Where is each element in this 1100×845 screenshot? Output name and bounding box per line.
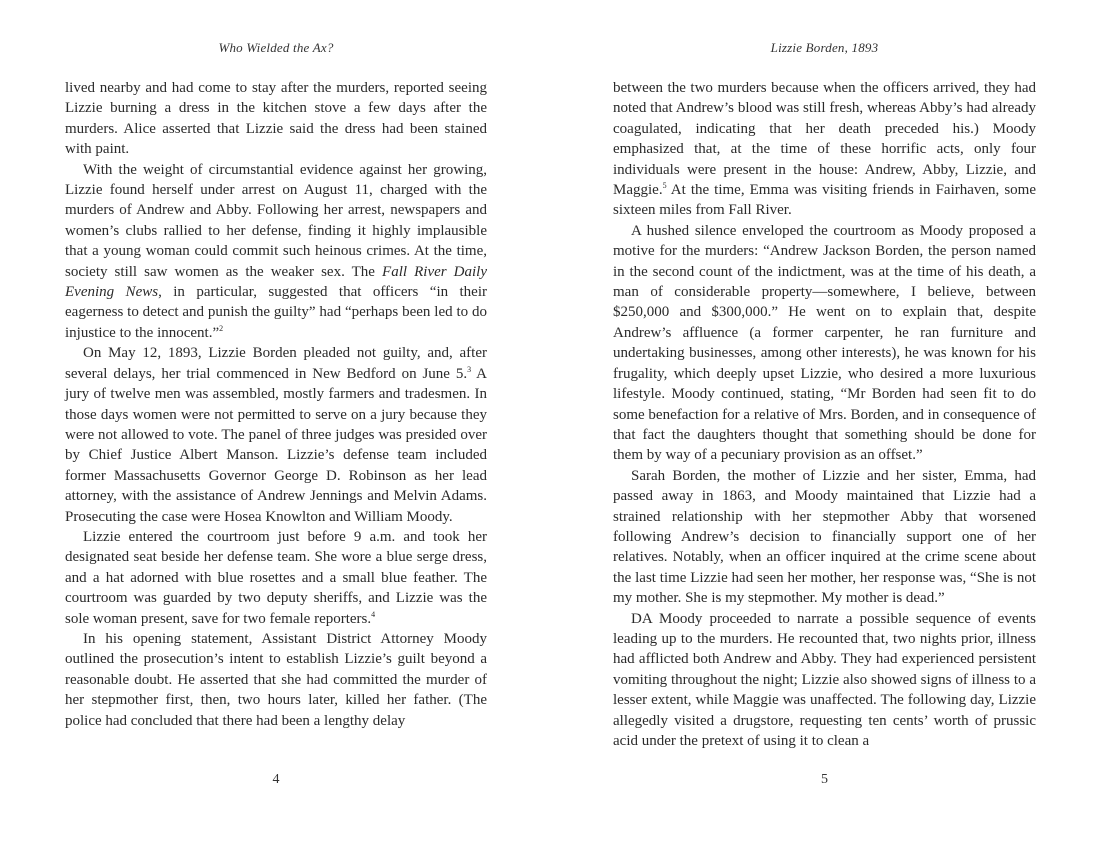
paragraph	[65, 160, 487, 344]
paragraph-text: between the two murders because when the officers arrived, they had noted that Andrew’s blood was still fresh, whereas Abby’s had already coagulated, indicating that her death preceded his.) Moody emphasized that, at the time of these horrific acts, only four individuals were present in the house: Andrew, Abby, Lizzie, and Maggie.	[613, 80, 1036, 199]
paragraph	[65, 629, 487, 731]
paragraph	[613, 609, 1036, 752]
footnote-marker: 4	[371, 609, 376, 619]
paragraph-text: A hushed silence enveloped the courtroom as Moody proposed a motive for the murders: “Andrew Jackson Borden, the person named in the second count of the indictment, was at the time of his death, a man of considerable property—somewhere, I believe, between $250,000 and $300,000.” He went on to explain that, despite Andrew’s affluence (a former carpenter, he ran furniture and undertaking businesses, among other interests), he was known for his frugality, which deeply upset Lizzie, who desired a more luxurious lifestyle. Moody continued, stating, “Mr Borden had seen fit to do some benefaction for a relative of Mrs. Borden, and in consequence of that fact the daughters thought that something should be done for them by way of a pecuniary provision as an offset.”	[613, 222, 1036, 464]
page-number: 4	[272, 772, 280, 787]
footnote-marker: 2	[219, 323, 224, 333]
paragraph	[65, 343, 487, 527]
page-body	[613, 78, 1036, 751]
footnote-marker: 3	[467, 364, 472, 374]
paragraph-text: lived nearby and had come to stay after the murders, reported seeing Lizzie burning a dress in the kitchen stove a few days after the murders. Alice asserted that Lizzie said the dress had been stained with paint.	[65, 80, 487, 158]
right-page	[550, 0, 1100, 845]
paragraph-text: On May 12, 1893, Lizzie Borden pleaded not guilty, and, after several delays, her trial commenced in New Bedford on June 5.	[65, 345, 487, 382]
paragraph	[613, 221, 1036, 466]
paragraph-text: , in particular, suggested that officers “in their eagerness to detect and punish the guilty” had “perhaps been led to do injustice to the innocent.”	[65, 284, 488, 341]
page-body	[65, 78, 487, 731]
paragraph-text: Sarah Borden, the mother of Lizzie and her sister, Emma, had passed away in 1863, and Moody maintained that Lizzie had a strained relationship with her stepmother Abby that worsened following Andrew’s decision to financially support one of her relatives. Notably, when an officer inquired at the crime scene about the last time Lizzie had seen her mother, her response was, “She is not my mother. She is my stepmother. My mother is dead.”	[613, 467, 1036, 607]
paragraph-text: A jury of twelve men was assembled, mostly farmers and tradesmen. In those days women were not permitted to serve on a jury because they were not allowed to vote. The panel of three judges was presided over by Chief Justice Albert Manson. Lizzie’s defense team included former Massachusetts Governor George D. Robinson as her lead attorney, with the assistance of Andrew Jennings and Melvin Adams. Prosecuting the case were Hosea Knowlton and William Moody.	[65, 365, 487, 525]
paragraph-text: With the weight of circumstantial evidence against her growing, Lizzie found herself under arrest on August 11, charged with the murders of Andrew and Abby. Following her arrest, newspapers and women’s clubs rallied to her defense, finding it highly implausible that a young woman could commit such heinous crimes. At the time, society still saw women as the weaker sex. The	[65, 161, 487, 280]
paragraph-text: At the time, Emma was visiting friends in Fairhaven, some sixteen miles from Fall River.	[613, 182, 1036, 219]
page-number: 5	[821, 772, 828, 787]
paragraph-text: DA Moody proceeded to narrate a possible sequence of events leading up to the murders. He recounted that, two nights prior, illness had afflicted both Andrew and Abby. They had experienced persistent vomiting throughout the night; Lizzie also showed signs of illness to a lesser extent, while Maggie was unaffected. The following day, Lizzie allegedly visited a drugstore, requesting ten cents’ worth of prussic acid under the pretext of using it to clean a	[613, 610, 1036, 749]
newspaper-title: Fall River Daily Evening News	[65, 263, 487, 301]
paragraph	[613, 78, 1036, 221]
footnote-marker: 5	[662, 181, 667, 191]
paragraph-text: In his opening statement, Assistant District Attorney Moody outlined the prosecution’s intent to establish Lizzie’s guilt beyond a reasonable doubt. He asserted that she had committed the murder of her stepmother first, then, two hours later, killed her father. (The police had concluded that there had been a lengthy delay	[65, 630, 487, 729]
running-head: Who Wielded the Ax?	[218, 40, 334, 55]
paragraph	[613, 466, 1036, 609]
paragraph-text: Lizzie entered the courtroom just before 9 a.m. and took her designated seat beside her defense team. She wore a blue serge dress, and a hat adorned with blue rosettes and a small blue feather. The courtroom was guarded by two deputy sheriffs, and Lizzie was the sole woman present, save for two female reporters.	[65, 528, 487, 627]
running-head: Lizzie Borden, 1893	[770, 40, 879, 55]
paragraph	[65, 527, 487, 629]
paragraph	[65, 78, 487, 160]
